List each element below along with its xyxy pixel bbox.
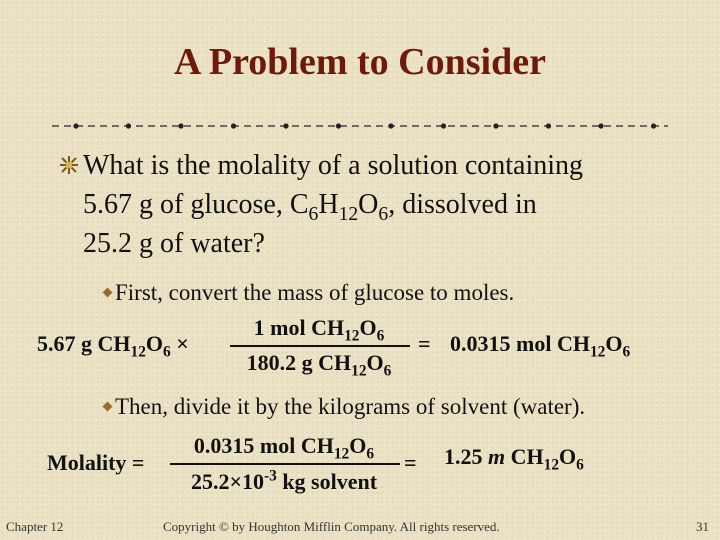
- cross-bullet-icon: [60, 156, 78, 174]
- f-o: O: [359, 315, 377, 340]
- eq2-exp: -3: [263, 467, 277, 485]
- step-1-text: First, convert the mass of glucose to moles.: [115, 280, 515, 305]
- eq1-result: [450, 331, 631, 361]
- f-sub: 12: [130, 343, 146, 361]
- f-o: O: [145, 331, 164, 356]
- eq2-den-pre: 25.2: [190, 469, 230, 494]
- eq1-den-text: 180.2 g C: [246, 350, 335, 375]
- f-o: O: [366, 350, 384, 375]
- q-sub: 6: [378, 203, 389, 225]
- divider-dot: [231, 123, 236, 128]
- f-sub: 6: [576, 456, 584, 474]
- footer-copyright: Copyright © by Houghton Mifflin Company. All rights reserved.: [163, 519, 500, 534]
- eq2-equals: =: [404, 450, 417, 475]
- f-h: H: [334, 350, 352, 375]
- divider-dot: [388, 123, 393, 128]
- divider-dot: [598, 123, 603, 128]
- eq2-result-text: C: [505, 444, 527, 469]
- eq1-num-text: 1 mol C: [253, 315, 327, 340]
- divider-dot: [441, 123, 446, 128]
- step-2: [104, 394, 585, 420]
- f-sub: 6: [366, 445, 375, 463]
- diamond-bullet-icon: [103, 402, 113, 412]
- eq2-fraction-bar: [170, 463, 400, 465]
- molality-m: m: [488, 444, 506, 469]
- divider-dot: [546, 123, 551, 128]
- eq2-denominator: [166, 469, 402, 495]
- q-sub: 6: [308, 203, 319, 225]
- eq1-numerator: [228, 315, 410, 345]
- f-sub: 12: [333, 445, 350, 463]
- divider-dot: [336, 123, 341, 128]
- f-o: O: [559, 444, 577, 469]
- eq1-fraction-bar: [230, 345, 410, 347]
- page-title: A Problem to Consider: [174, 41, 546, 83]
- f-o: O: [349, 433, 367, 458]
- q-o: O: [358, 189, 379, 220]
- f-sub: 12: [344, 327, 360, 345]
- divider-dot: [651, 123, 656, 128]
- times-sign: ×: [229, 469, 242, 494]
- eq1-left: [37, 331, 189, 361]
- eq2-label: Molality =: [47, 450, 145, 475]
- f-h: H: [113, 331, 131, 356]
- eq1-result-text: 0.0315 mol C: [450, 331, 573, 356]
- f-sub: 6: [163, 343, 171, 361]
- divider-dot: [493, 123, 498, 128]
- f-sub: 6: [622, 343, 631, 361]
- divider-dot: [283, 123, 288, 128]
- f-h: H: [572, 331, 590, 356]
- f-sub: 12: [589, 343, 606, 361]
- eq2-result-num: 1.25: [444, 444, 488, 469]
- f-sub: 12: [543, 456, 560, 474]
- f-h: H: [316, 433, 334, 458]
- divider-dot: [126, 123, 131, 128]
- step-1: [104, 280, 514, 306]
- footer-page-number: 31: [696, 519, 709, 534]
- question-line-1: What is the molality of a solution containing: [83, 150, 584, 181]
- eq1-equals: =: [418, 331, 431, 356]
- q-pre: 5.67 g of glucose, C: [83, 189, 309, 220]
- footer-chapter: Chapter 12: [6, 519, 64, 534]
- f-o: O: [605, 331, 623, 356]
- q-post: , dissolved in: [388, 189, 537, 220]
- f-sub: 12: [351, 362, 367, 380]
- question-text: [83, 146, 683, 263]
- question-line-3: 25.2 g of water?: [83, 228, 265, 259]
- divider-dot: [73, 123, 78, 128]
- eq1-denominator: [222, 350, 416, 380]
- f-sub: 6: [376, 327, 385, 345]
- f-sub: 6: [383, 362, 392, 380]
- eq2-ten: 10: [241, 469, 264, 494]
- q-h: H: [318, 189, 339, 220]
- eq2-result: [444, 444, 584, 474]
- dotted-divider: [52, 122, 668, 130]
- q-sub: 12: [338, 203, 359, 225]
- eq2-numerator: [166, 433, 402, 463]
- eq2-num-text: 0.0315 mol C: [193, 433, 317, 458]
- times-sign: ×: [176, 331, 189, 356]
- f-h: H: [326, 315, 345, 340]
- step-2-text: Then, divide it by the kilograms of solvent (water).: [115, 394, 586, 419]
- question-line-2: [83, 185, 683, 224]
- f-h: H: [526, 444, 544, 469]
- eq2-den-post: kg solvent: [276, 469, 378, 494]
- eq1-left-text: 5.67 g C: [37, 331, 114, 356]
- divider-dot: [178, 123, 183, 128]
- diamond-bullet-icon: [103, 288, 113, 298]
